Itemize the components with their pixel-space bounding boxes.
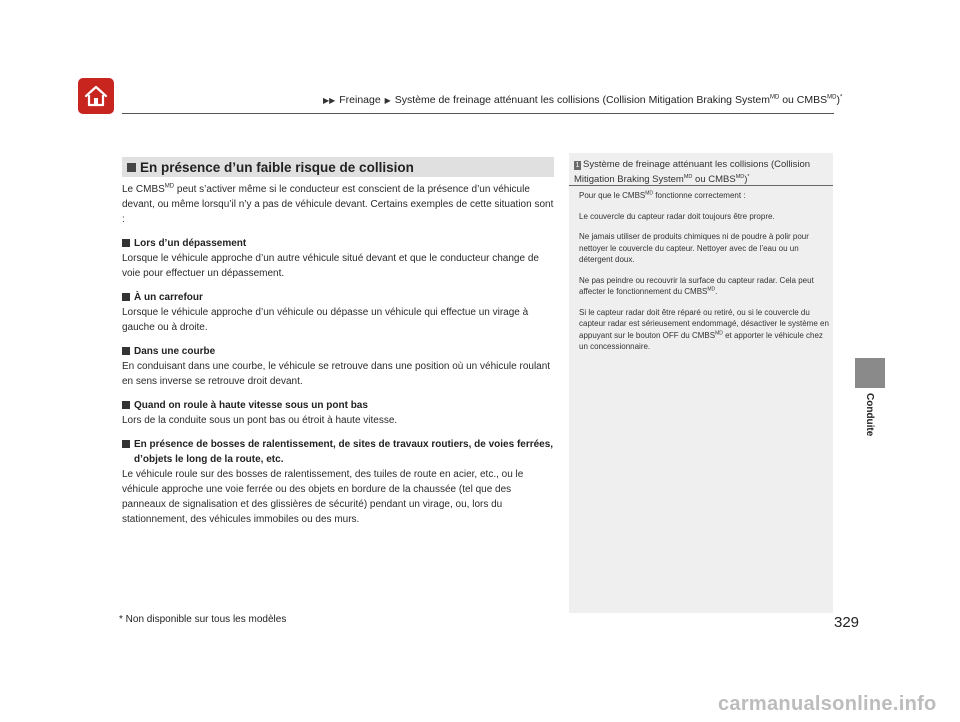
square-bullet-icon — [122, 440, 130, 448]
square-bullet-icon — [122, 239, 130, 247]
square-bullet-icon — [122, 293, 130, 301]
home-button[interactable] — [78, 78, 114, 114]
square-bullet-icon — [122, 401, 130, 409]
example-item — [122, 344, 554, 389]
example-text: Le véhicule roule sur des bosses de ralentissement, des tuiles de route en acier, etc., ou le véhicule approche une voie ferrée ou des objets en bordure de la chaussée (tel que des panneaux de signalisation et des glissières de sécurité) pendant un virage, ou, lors du stationnement, des véhicules immobiles ou des murs. — [122, 469, 524, 525]
example-item — [122, 290, 554, 335]
square-bullet-icon — [122, 347, 130, 355]
sidebar-paragraph: Pour que le $CMBS^{MD}$ fonctionne correctement : — [579, 190, 746, 200]
example-title: À un carrefour — [134, 292, 203, 303]
main-content — [122, 182, 554, 527]
square-bullet-icon — [127, 163, 136, 172]
header-divider — [122, 113, 834, 114]
sidebar-paragraph: Ne jamais utiliser de produits chimiques ni de poudre à polir pour nettoyer le couvercle du capteur. Nettoyer avec de l’eau ou un détergent doux. — [579, 232, 809, 264]
breadcrumb-link-freinage[interactable]: Freinage — [339, 94, 381, 106]
example-title: Quand on roule à haute vitesse sous un pont bas — [134, 400, 368, 411]
sidebar-divider — [569, 185, 833, 186]
example-text: Lorsque le véhicule approche d’un autre véhicule situé devant et que le conducteur change de voie pour effectuer un dépassement. — [122, 253, 539, 279]
breadcrumb-arrow-icon: ▶▶ — [323, 96, 336, 105]
example-item — [122, 437, 554, 527]
sidebar-body — [579, 190, 829, 362]
example-text: En conduisant dans une courbe, le véhicule se retrouve dans une position où un véhicule roulant en sens inverse se retrouve droit devant. — [122, 361, 551, 387]
sidebar-title[interactable]: 1 Système de freinage atténuant les collisions (Collision Mitigation Braking System$^{MD}$ ou $CMBS^{MD})^*$ — [574, 159, 811, 185]
breadcrumb — [322, 94, 842, 106]
intro-paragraph: Le $CMBS^{MD}$ peut s’activer même si le conducteur est conscient de la présence d’un véhicule devant, ou même lorsqu’il n’y a pas de véhicule devant. Certains exemples de cette situation sont : — [122, 183, 554, 225]
note-number-badge: 1 — [575, 162, 580, 169]
example-title: En présence de bosses de ralentissement, de sites de travaux routiers, de voies ferrées, d’objets le long de la route, etc. — [134, 439, 554, 465]
section-title: En présence d’un faible risque de collision — [140, 159, 414, 175]
watermark-text: carmanualsonline.info — [718, 693, 937, 715]
breadcrumb-arrow-icon: ▶ — [384, 96, 391, 105]
sidebar-paragraph: Ne pas peindre ou recouvrir la surface du capteur radar. Cela peut affecter le fonctionnement du $CMBS^{MD}$. — [579, 275, 814, 296]
page-number: 329 — [834, 614, 860, 631]
example-item — [122, 236, 554, 281]
home-icon — [83, 84, 109, 108]
example-title: Dans une courbe — [134, 346, 216, 357]
sidebar-paragraph: Le couvercle du capteur radar doit toujours être propre. — [579, 211, 775, 221]
example-item — [122, 398, 554, 428]
chapter-tab[interactable] — [855, 358, 885, 388]
chapter-tab-label: Conduite — [864, 393, 875, 437]
example-text: Lorsque le véhicule approche d’un véhicule ou dépasse un véhicule qui effectue un virage à gauche ou à droite. — [122, 307, 529, 333]
example-text: Lors de la conduite sous un pont bas ou étroit à haute vitesse. — [122, 415, 398, 426]
section-heading — [122, 157, 554, 177]
sidebar-paragraph: Si le capteur radar doit être réparé ou retiré, ou si le couvercle du capteur radar est sérieusement endommagé, désactiver le système en appuyant sur le bouton OFF du $CMBS^{MD}$ et apporter le véhicule chez un concessionnaire. — [579, 307, 829, 351]
example-title: Lors d’un dépassement — [134, 238, 247, 249]
breadcrumb-current: Système de freinage atténuant les collisions (Collision Mitigation Braking System$^{MD}$ ou $CMBS^{MD})^*$ — [394, 94, 843, 106]
footnote: * Non disponible sur tous les modèles — [119, 614, 287, 625]
